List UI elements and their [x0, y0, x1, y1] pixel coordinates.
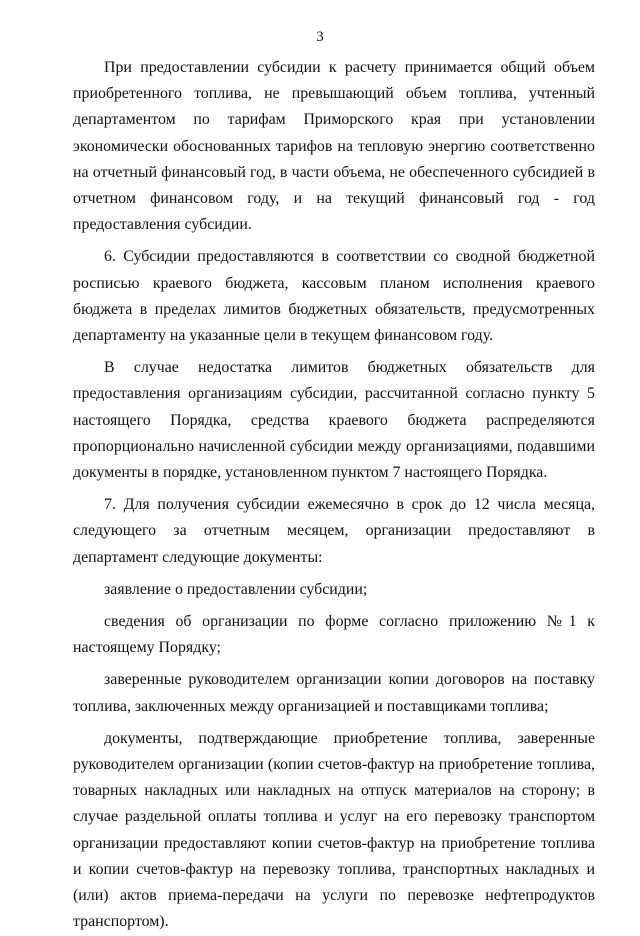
paragraph-item-7: 7. Для получения субсидии ежемесячно в срок до 12 числа месяца, следующего за отчетным месяцем, организации предоставляют в департамент следующие документы:: [73, 496, 595, 566]
paragraph-budget-shortage: В случае недостатка лимитов бюджетных обязательств для предоставления организациям субсидии, рассчитанной согласно пункту 5 настоящего Порядка, средства краевого бюджета распределяются пропорционально начисленной субсидии между организациями, подавшими документы в порядке, установленном пунктом 7 настоящего Порядка.: [73, 359, 595, 482]
paragraph-item-6: 6. Субсидии предоставляются в соответствии со сводной бюджетной росписью краевого бюджета, кассовым планом исполнения краевого бюджета в пределах лимитов бюджетных обязательств, предусмотренных департаменту на указанные цели в текущем финансовом году.: [73, 248, 595, 345]
list-item-organization-info: сведения об организации по форме согласно приложению №1 к настоящему Порядку;: [73, 613, 595, 657]
list-item-purchase-documents: документы, подтверждающие приобретение топлива, заверенные руководителем организации (копии счетов-фактур на приобретение топлива, товарных накладных или накладных на отпуск материалов на сторону; в случае раздельной оплаты топлива и услуг на его перевозку транспортом организации предоставляют копии счетов-фактур на приобретение топлива и копии счетов-фактур на перевозку топлива, транспортных накладных и (или) актов приема-передачи на услуги по перевозке нефтепродуктов транспортом).: [73, 729, 595, 931]
paragraph-subsidy-fuel-volume: При предоставлении субсидии к расчету принимается общий объем приобретенного топлива, не превышающий объем топлива, учтенный департаментом по тарифам Приморского края при установлении экономически обоснованных тарифов на тепловую энергию соответственно на отчетный финансовый год, в части объема, не обеспеченного субсидией в отчетном финансовом году, и на текущий финансовый год - год предоставления субсидии.: [73, 59, 595, 234]
list-item-application: заявление о предоставлении субсидии;: [104, 580, 368, 598]
page-number: 3: [316, 29, 324, 45]
document-body: [73, 55, 595, 936]
list-item-contract-copies: заверенные руководителем организации копии договоров на поставку топлива, заключенных между организацией и поставщиками топлива;: [73, 671, 595, 715]
